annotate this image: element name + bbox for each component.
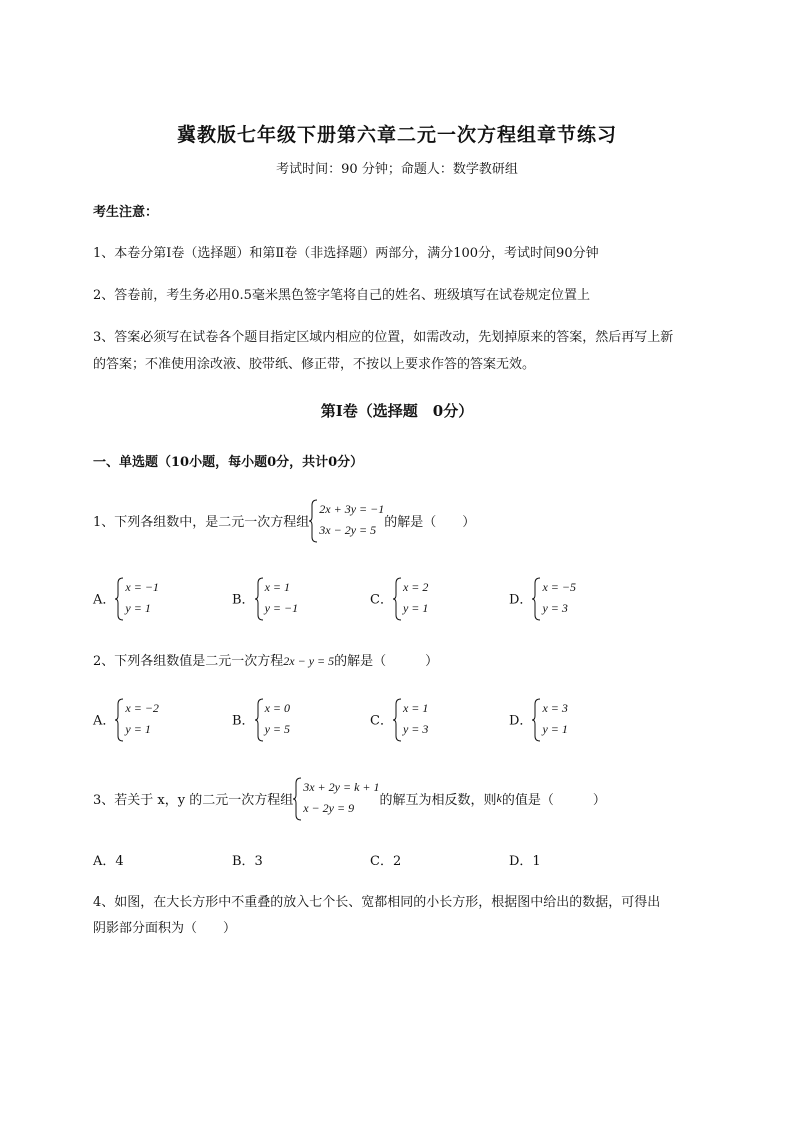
- question-3-suffix: 的值是（ ）: [501, 792, 606, 808]
- option-row: x = 2: [402, 580, 429, 594]
- option-row: y = 1: [125, 722, 151, 736]
- option-system: [393, 577, 428, 619]
- note-2: 2、答卷前，考生务必用0.5毫米黑色签字笔将自己的姓名、班级填写在试卷规定位置上: [93, 288, 590, 303]
- option-row: y = 1: [402, 601, 429, 615]
- q3-option-b[interactable]: B．3: [232, 854, 263, 869]
- option-label: A．: [93, 713, 116, 729]
- option-label: D．: [509, 592, 533, 608]
- brace-icon: [293, 777, 302, 821]
- question-1: [93, 498, 475, 542]
- brace-icon: [393, 698, 402, 742]
- brace-icon: [393, 577, 402, 621]
- q3-option-c[interactable]: C．2: [370, 854, 402, 869]
- notes-heading: 考生注意：: [93, 205, 159, 220]
- brace-icon: [115, 577, 124, 621]
- q3-option-a[interactable]: A．4: [93, 854, 124, 869]
- option-row: x = −5: [542, 580, 576, 594]
- question-2-prefix: 2、下列各组数值是二元一次方程: [93, 654, 284, 669]
- option-label: B．: [232, 592, 255, 608]
- question-1-system: [309, 499, 384, 541]
- question-3-prefix: 3、若关于 x，y 的二元一次方程组: [93, 792, 294, 808]
- part-heading: 一、单选题（10小题，每小题0分，共计0分）: [93, 455, 364, 470]
- option-row: x = 1: [402, 701, 429, 715]
- option-row: y = 3: [542, 601, 568, 615]
- question-4-line-1: 4、如图，在大长方形中不重叠的放入七个长、宽都相同的小长方形，根据图中给出的数据，可得出: [93, 895, 661, 910]
- q2-option-c[interactable]: [370, 698, 428, 740]
- option-row: x = −2: [125, 701, 159, 715]
- option-system: [115, 577, 159, 619]
- q2-option-b[interactable]: [232, 698, 290, 740]
- brace-icon: [255, 577, 264, 621]
- option-system: [255, 698, 290, 740]
- q1-option-a[interactable]: [93, 577, 159, 619]
- equation-row: 2x + 3y = −1: [319, 502, 385, 516]
- brace-icon: [532, 698, 541, 742]
- question-3-system: [293, 777, 379, 819]
- equation-row: x − 2y = 9: [303, 801, 355, 815]
- option-row: y = 1: [542, 722, 568, 736]
- note-1: 1、本卷分第Ⅰ卷（选择题）和第Ⅱ卷（非选择题）两部分，满分100分，考试时间90分钟: [93, 246, 599, 261]
- option-label: A．: [93, 592, 116, 608]
- q1-option-d[interactable]: [509, 577, 576, 619]
- brace-icon: [255, 698, 264, 742]
- option-row: y = 3: [402, 722, 429, 736]
- question-4-line-2: 阴影部分面积为（ ）: [93, 921, 237, 936]
- option-row: x = 3: [542, 701, 568, 715]
- question-3: [93, 776, 606, 820]
- question-2: [93, 650, 438, 669]
- note-3-cont: 的答案；不准使用涂改液、胶带纸、修正带，不按以上要求作答的答案无效。: [93, 357, 536, 372]
- question-2-equation: 2x − y = 5: [283, 654, 335, 668]
- option-system: [393, 698, 428, 740]
- option-system: [532, 698, 567, 740]
- option-label: C．: [370, 713, 393, 729]
- option-row: x = 1: [264, 580, 290, 594]
- q2-option-a[interactable]: [93, 698, 159, 740]
- q1-option-b[interactable]: [232, 577, 298, 619]
- question-3-middle: 的解互为相反数，则: [379, 792, 497, 808]
- page-title: 冀教版七年级下册第六章二元一次方程组章节练习: [176, 124, 617, 146]
- exam-info: 考试时间：90 分钟；命题人：数学教研组: [276, 162, 518, 177]
- q1-option-c[interactable]: [370, 577, 428, 619]
- brace-icon: [309, 499, 318, 543]
- q2-option-d[interactable]: [509, 698, 568, 740]
- option-label: D．: [509, 713, 533, 729]
- question-1-suffix: 的解是（ ）: [384, 514, 476, 530]
- brace-icon: [532, 577, 541, 621]
- question-3-k: k: [496, 790, 502, 805]
- option-row: x = 0: [264, 701, 290, 715]
- option-label: B．: [232, 713, 255, 729]
- equation-row: 3x − 2y = 5: [319, 523, 377, 537]
- option-label: C．: [370, 592, 393, 608]
- option-system: [115, 698, 159, 740]
- question-2-suffix: 的解是（ ）: [334, 654, 439, 669]
- equation-row: 3x + 2y = k + 1: [303, 780, 380, 794]
- option-row: y = −1: [264, 601, 299, 615]
- q3-option-d[interactable]: D．1: [509, 854, 541, 869]
- section-title: 第Ⅰ卷（选择题 0分）: [320, 402, 474, 420]
- brace-icon: [115, 698, 124, 742]
- option-row: y = 5: [264, 722, 290, 736]
- option-row: y = 1: [125, 601, 151, 615]
- option-row: x = −1: [125, 580, 159, 594]
- option-system: [532, 577, 576, 619]
- question-1-prefix: 1、下列各组数中，是二元一次方程组: [93, 514, 310, 530]
- option-system: [255, 577, 299, 619]
- note-3: 3、答案必须写在试卷各个题目指定区域内相应的位置，如需改动，先划掉原来的答案，然后再写上新: [93, 330, 674, 345]
